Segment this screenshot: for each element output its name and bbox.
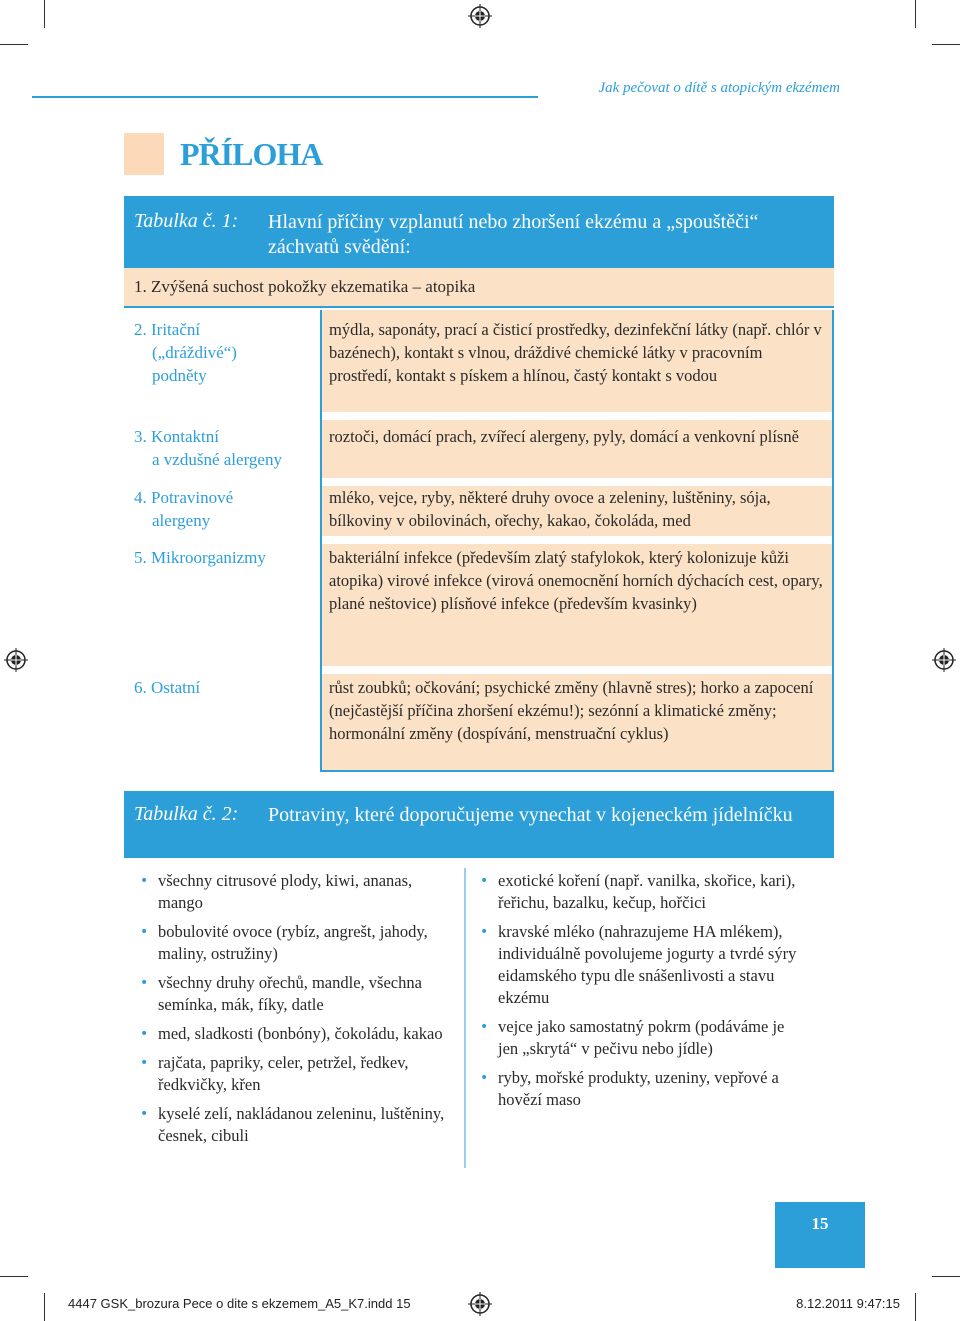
table2-header — [124, 791, 834, 858]
row-separator — [322, 478, 832, 486]
list-item: • med, sladkosti (bonbóny), čokoládu, kakao — [138, 1023, 448, 1045]
crop-mark — [932, 1276, 960, 1277]
table1-row-label: 4. Potravinové alergeny — [134, 488, 234, 530]
table1-row-label: 2. Iritační („dráždivé“) podněty — [134, 320, 237, 385]
list-item: • ryby, mořské produkty, uzeniny, vepřové a hovězí maso — [478, 1067, 808, 1111]
table2-number: Tabulka č. 2: — [134, 803, 239, 825]
header-rule — [32, 96, 538, 98]
table1-row-label: 5. Mikroorganizmy — [134, 548, 266, 567]
table2-heading: Potraviny, které doporučujeme vynechat v kojeneckém jídelníčku — [268, 804, 793, 826]
list-item: • kravské mléko (nahrazujeme HA mlékem), individuálně povolujeme jogurty a tvrdé sýry eidamského typu dle snášenlivosti a stavu ekzému — [478, 921, 808, 1009]
table1-row-text: mýdla, saponáty, prací a čisticí prostředky, dezinfekční látky (např. chlór v bazénech), kontakt s vlnou, dráždivé chemické látky v pracovním prostředí, kontakt s pískem a hlínou, častý kontakt s vodou — [329, 320, 822, 385]
table2-right-list — [478, 870, 808, 1118]
running-title: Jak pečovat o dítě s atopickým ekzémem — [598, 80, 840, 96]
registration-mark-icon — [4, 648, 28, 672]
registration-mark-icon — [468, 1292, 492, 1316]
row-separator — [322, 666, 832, 674]
table1-row-text: roztoči, domácí prach, zvířecí alergeny, pyly, domácí a venkovní plísně — [329, 427, 799, 446]
page-number: 15 — [775, 1202, 865, 1268]
crop-mark — [44, 1293, 45, 1321]
table1-row-label: 6. Ostatní — [134, 678, 201, 697]
registration-mark-icon — [468, 4, 492, 28]
crop-mark — [932, 44, 960, 45]
table1-header — [124, 196, 834, 268]
slug-file-name: 4447 GSK_brozura Pece o dite s ekzemem_A5_K7.indd 15 — [68, 1296, 411, 1311]
crop-mark — [44, 0, 45, 28]
list-item: • všechny citrusové plody, kiwi, ananas, mango — [138, 870, 448, 914]
crop-mark — [915, 1293, 916, 1321]
row-separator — [322, 412, 832, 420]
crop-mark — [915, 0, 916, 28]
table1-number: Tabulka č. 1: — [134, 210, 239, 232]
page-title: PŘÍLOHA — [180, 136, 323, 172]
table2-left-list — [138, 870, 448, 1154]
table1-heading: Hlavní příčiny vzplanutí nebo zhoršení ekzému a „spouštěči“ záchvatů svědění: — [268, 211, 759, 258]
crop-mark — [0, 44, 28, 45]
list-item: • vejce jako samostatný pokrm (podáváme je jen „skrytá“ v pečivu nebo jídle) — [478, 1016, 808, 1060]
table2-column-divider — [464, 868, 466, 1168]
table1-row-text: mléko, vejce, ryby, některé druhy ovoce a zeleniny, luštěniny, sója, bílkoviny v obilovinách, ořechy, kakao, čokoláda, med — [329, 488, 771, 530]
table1-section-text: 1. Zvýšená suchost pokožky ekzematika – atopika — [134, 277, 476, 296]
crop-mark — [0, 1276, 28, 1277]
table1-row-label: 3. Kontaktní a vzdušné alergeny — [134, 427, 282, 469]
title-accent-box — [124, 133, 164, 175]
list-item: • bobulovité ovoce (rybíz, angrešt, jahody, maliny, ostružiny) — [138, 921, 448, 965]
table1-row-text: růst zoubků; očkování; psychické změny (hlavně stres); horko a zapocení (nejčastější příčina zhoršení ekzému!); sezónní a klimatické změny; hormonální změny (dospívání, menstruační cyklus) — [329, 678, 814, 743]
list-item: • rajčata, papriky, celer, petržel, ředkev, ředkvičky, křen — [138, 1052, 448, 1096]
table1-row-text: bakteriální infekce (především zlatý stafylokok, který kolonizuje kůži atopika) virové infekce (virová onemocnění horních dýchacích cest, opary, plané neštovice) plísňové infekce (především kvasinky) — [329, 548, 823, 613]
list-item: • všechny druhy ořechů, mandle, všechna semínka, mák, fíky, datle — [138, 972, 448, 1016]
slug-date: 8.12.2011 9:47:15 — [796, 1296, 900, 1311]
registration-mark-icon — [932, 648, 956, 672]
row-separator — [322, 536, 832, 544]
list-item: • kyselé zelí, nakládanou zeleninu, luštěniny, česnek, cibuli — [138, 1103, 448, 1147]
table1-section-row — [124, 268, 834, 308]
list-item: • exotické koření (např. vanilka, skořice, kari), řeřichu, bazalku, kečup, hořčici — [478, 870, 808, 914]
